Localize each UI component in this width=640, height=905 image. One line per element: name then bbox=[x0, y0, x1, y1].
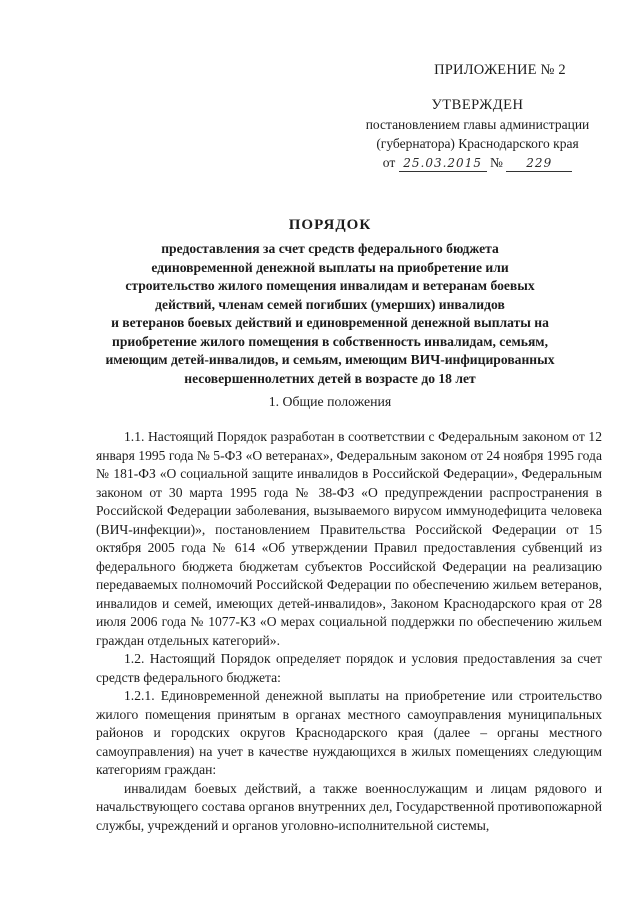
section-heading: 1. Общие положения bbox=[268, 394, 392, 409]
subtitle-line: единовременной денежной выплаты на приобретение или bbox=[151, 259, 509, 275]
paragraph-continuation: инвалидам боевых действий, а также военнослужащим и лицам рядового и начальствующего состава органов внутренних дел, Государственной противопожарной службы, учреждений и органов уголовно-исполнительной системы, bbox=[96, 780, 602, 833]
subtitle-line: приобретение жилого помещения в собственность инвалидам, семьям, bbox=[112, 333, 548, 349]
document-subtitle bbox=[60, 240, 600, 388]
paragraph-1-2-1: 1.2.1. Единовременной денежной выплаты на приобретение или строительство жилого помещения принятым в органах местного самоуправления муниципальных районов и городских округов Краснодарского края (далее – органы местного самоуправления) на учет в качестве нуждающихся в жилых помещениях следующим категориям граждан: bbox=[96, 688, 602, 777]
approved-word: УТВЕРЖДЕН bbox=[431, 97, 524, 113]
approved-by-line-1: постановлением главы администрации bbox=[365, 117, 590, 132]
date-prefix: от bbox=[382, 155, 396, 170]
approval-block bbox=[350, 96, 605, 172]
approved-by-line-2: (губернатора) Краснодарского края bbox=[376, 136, 579, 151]
appendix-label: ПРИЛОЖЕНИЕ № 2 bbox=[434, 62, 566, 78]
subtitle-line: предоставления за счет средств федерального бюджета bbox=[161, 241, 499, 256]
subtitle-line: имеющим детей-инвалидов, и семьям, имеющим ВИЧ-инфицированных bbox=[105, 352, 555, 367]
subtitle-line: действий, членам семей погибших (умерших) инвалидов bbox=[155, 296, 505, 312]
document-body bbox=[96, 428, 602, 835]
subtitle-line: несовершеннолетних детей в возрасте до 18 лет bbox=[184, 370, 476, 386]
number-prefix: № bbox=[489, 155, 503, 170]
handwritten-number: 229 bbox=[506, 155, 572, 172]
paragraph-1-1: 1.1. Настоящий Порядок разработан в соответствии с Федеральным законом от 12 января 1995 года № 5-ФЗ «О ветеранах», Федеральным законом от 24 ноября 1995 года № 181-ФЗ «О социальной защите инвалидов в Российской Федерации», Федеральным законом от 30 марта 1995 года № 38-ФЗ «О предупреждении распространения в Российской Федерации заболевания, вызываемого вирусом иммунодефицита человека (ВИЧ-инфекции)», постановлением Правительства Российской Федерации от 15 октября 2005 года № 614 «Об утверждении Правил предоставления субвенций из федерального бюджета бюджетам субъектов Российской Федерации на реализацию передаваемых полномочий Российской Федерации по обеспечению жильем ветеранов, инвалидов и семей, имеющих детей-инвалидов», Законом Краснодарского края от 28 июля 2006 года № 1077-КЗ «О мерах социальной поддержки по обеспечению жильем граждан отдельных категорий». bbox=[96, 429, 602, 648]
document-title: ПОРЯДОК bbox=[288, 217, 372, 233]
paragraph-1-2: 1.2. Настоящий Порядок определяет порядок и условия предоставления за счет средств федерального бюджета: bbox=[96, 651, 602, 685]
subtitle-line: и ветеранов боевых действий и единовременной денежной выплаты на bbox=[111, 315, 549, 330]
subtitle-line: строительство жилого помещения инвалидам и ветеранам боевых bbox=[125, 278, 535, 293]
approval-date-line bbox=[350, 153, 605, 172]
handwritten-date: 25.03.2015 bbox=[399, 155, 487, 172]
